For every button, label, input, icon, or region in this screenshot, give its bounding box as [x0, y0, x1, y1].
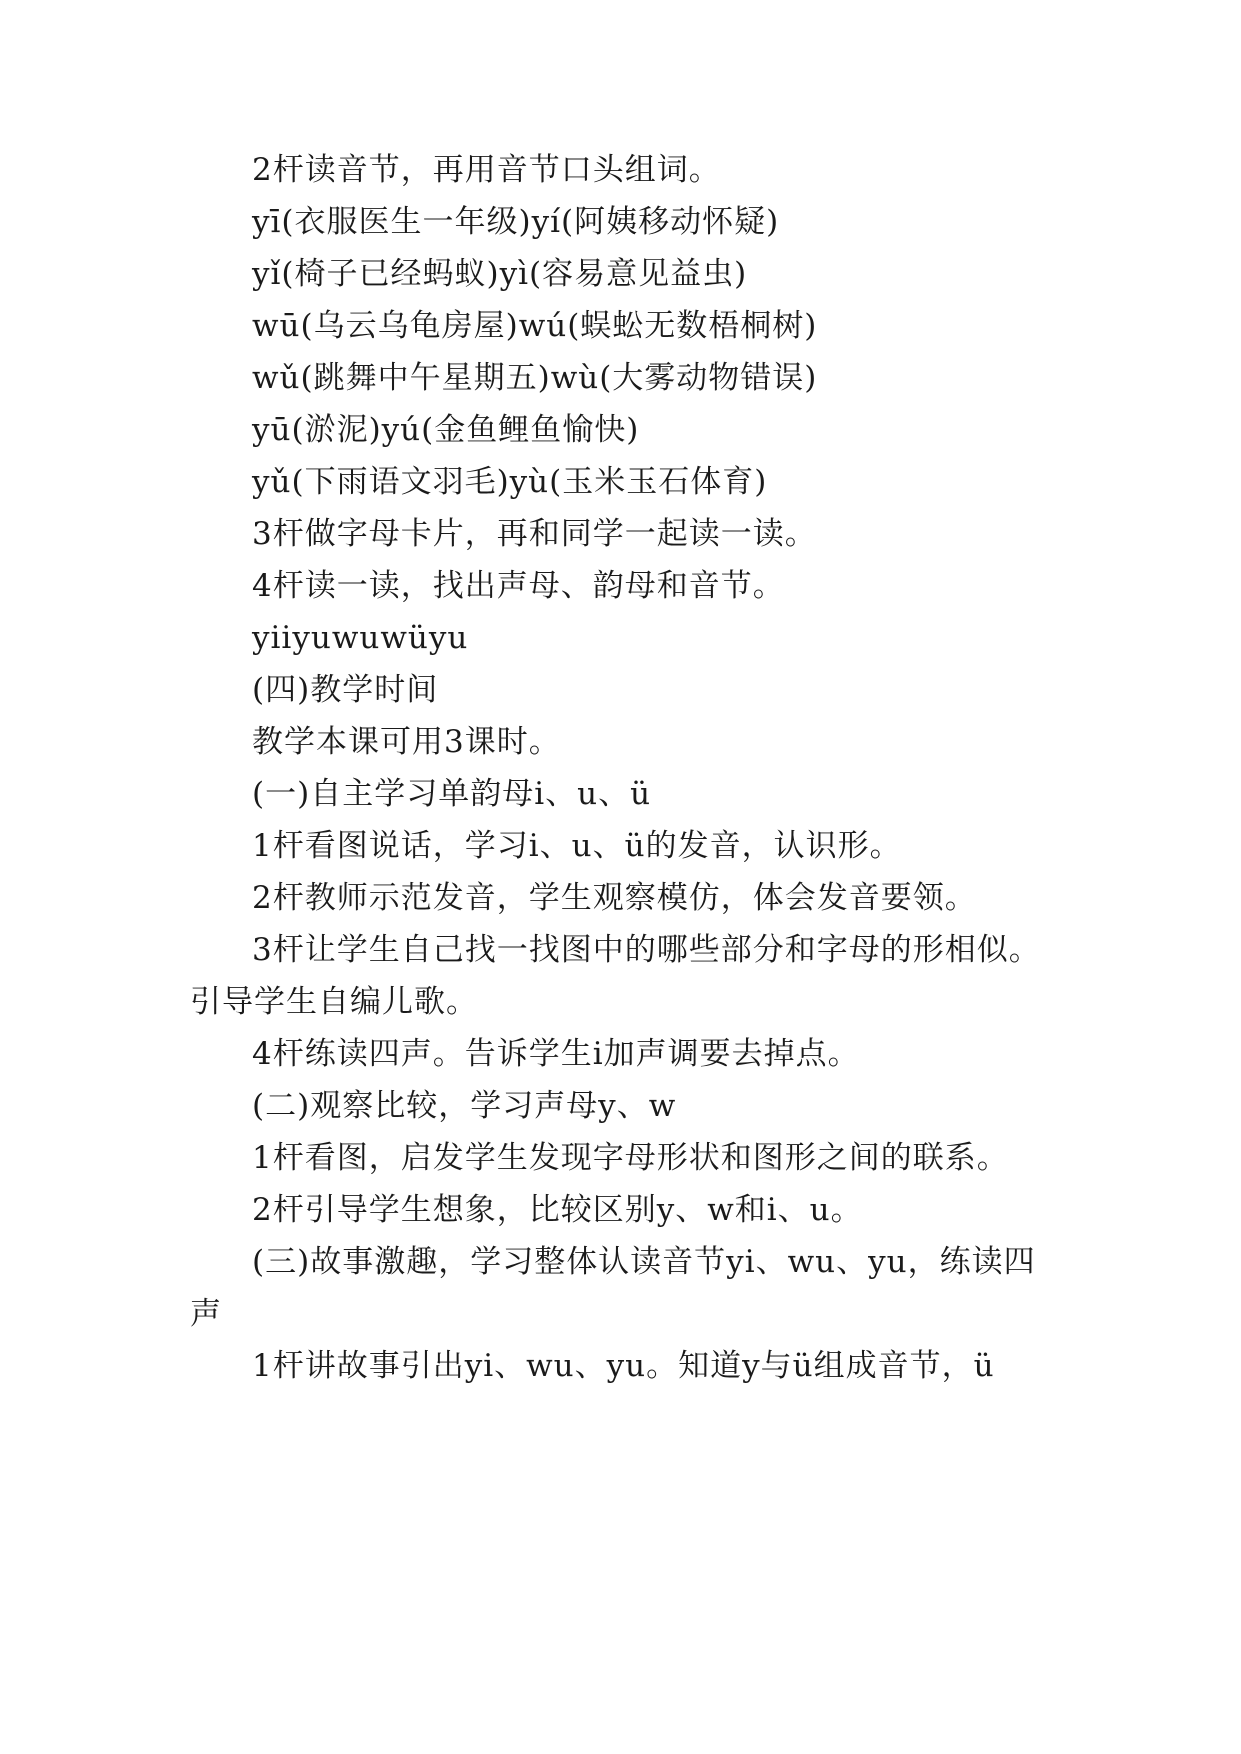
text-line: 2杆教师示范发音，学生观察模仿，体会发音要领。 [252, 880, 977, 916]
text-line: wǔ(跳舞中午星期五)wù(大雾动物错误) [252, 360, 818, 396]
text-line: 2杆读音节，再用音节口头组词。 [252, 152, 721, 188]
text-line: yī(衣服医生一年级)yí(阿姨移动怀疑) [252, 204, 780, 240]
text-line: 引导学生自编儿歌。 [190, 984, 478, 1020]
text-line: yiiyuwuwüyu [252, 620, 469, 656]
text-line: yū(淤泥)yú(金鱼鲤鱼愉快) [252, 412, 640, 448]
section-heading: (三)故事激趣，学习整体认读音节yi、wu、yu，练读四 [252, 1244, 1036, 1280]
text-line: yǔ(下雨语文羽毛)yù(玉米玉石体育) [252, 464, 768, 500]
section-heading: (一)自主学习单韵母i、u、ü [252, 776, 652, 812]
text-line: 3杆做字母卡片，再和同学一起读一读。 [252, 516, 817, 552]
text-line: 声 [190, 1296, 222, 1332]
section-heading: (二)观察比较，学习声母y、w [252, 1088, 677, 1124]
text-line: yǐ(椅子已经蚂蚁)yì(容易意见益虫) [252, 256, 748, 292]
section-heading: (四)教学时间 [252, 672, 439, 708]
text-line: 1杆讲故事引出yi、wu、yu。知道y与ü组成音节，ü [252, 1348, 995, 1384]
text-line: 4杆练读四声。告诉学生i加声调要去掉点。 [252, 1036, 860, 1072]
text-line: 3杆让学生自己找一找图中的哪些部分和字母的形相似。 [252, 932, 1041, 968]
text-line: wū(乌云乌龟房屋)wú(蜈蚣无数梧桐树) [252, 308, 818, 344]
text-line: 4杆读一读，找出声母、韵母和音节。 [252, 568, 785, 604]
text-line: 1杆看图说话，学习i、u、ü的发音，认识形。 [252, 828, 902, 864]
text-line: 2杆引导学生想象，比较区别y、w和i、u。 [252, 1192, 863, 1228]
text-line: 1杆看图，启发学生发现字母形状和图形之间的联系。 [252, 1140, 1009, 1176]
text-line: 教学本课可用3课时。 [252, 724, 561, 760]
